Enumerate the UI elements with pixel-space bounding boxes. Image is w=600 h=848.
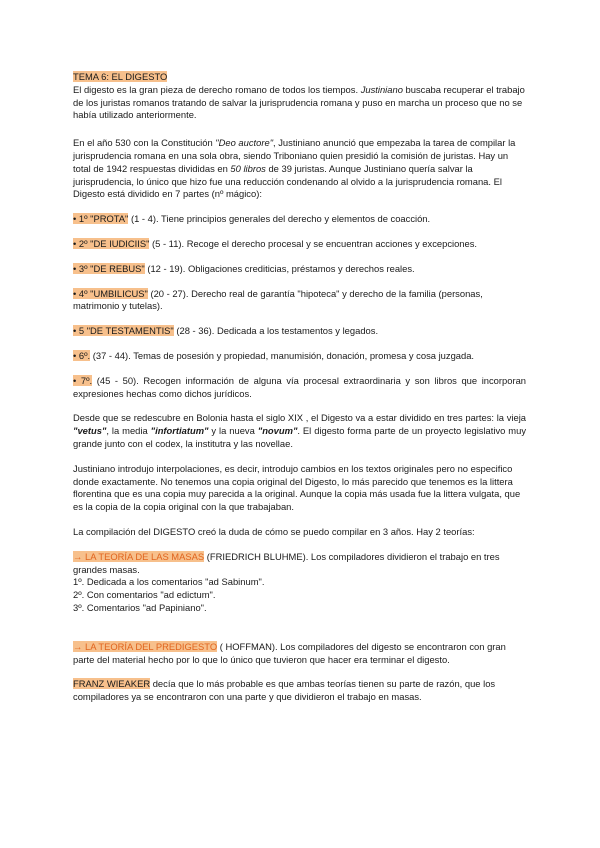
bolonia-text-d: . El digesto forma parte de un proyecto legislativo muy grande junto con el codex, la institutra y las novellae. [73,425,527,449]
p530-text-c: de 39 juristas. Aunque Justiniano quería salvar la jurisprudencia, lo único que hizo fue una reducción condenando al olvido a la jurisprudencia romana. El Digesto está dividido en 7 partes (nº mágico): [73,162,502,200]
bolonia-text-a: Desde que se redescubre en Bolonia hasta el siglo XIX , el Digesto va a estar dividido en tres partes: la vieja [73,412,526,424]
bolonia-vetus: "vetus" [73,425,107,437]
part-item [73,375,526,401]
bolonia-novum: "novum" [257,425,298,437]
part-text: (5 - 11). Recoge el derecho procesal y se encuentran acciones y excepciones. [149,237,478,249]
part-label: • 6º. [73,349,91,361]
paragraph-530 [73,137,526,201]
intro-justiniano: Justiniano [360,83,403,95]
masas-item: 1º. Dedicada a los comentarios "ad Sabinum". [73,576,265,588]
part-item [73,325,526,338]
bolonia-paragraph [73,412,526,450]
intro-text-a: El digesto es la gran pieza de derecho romano de todos los tiempos. [73,83,361,95]
teoria-masas [73,551,526,577]
masas-heading: → LA TEORÍA DE LAS MASAS [73,550,205,562]
part-item [73,350,526,363]
predigesto-text: ( HOFFMAN). Los compiladores del digesto se encontraron con gran parte del material hecho por lo que lo único que tuvieron que hacer era terminar el digesto. [73,640,506,665]
part-label: • 7º. [73,374,93,386]
part-item [73,238,526,251]
part-label: • 2º "DE IUDICIIS" [73,237,150,249]
intro-paragraph [73,84,526,122]
document-title [73,71,526,84]
part-item [73,263,526,276]
masas-item: 2º. Con comentarios "ad edictum". [73,589,216,601]
wieaker-text: decía que lo más probable es que ambas teorías tienen su parte de razón, que los compiladores ya se encontraron con una parte y que dividieron el trabajo en masas. [73,678,496,703]
intro-text-b: buscaba recuperar el trabajo de los juristas romanos tratando de salvar la jurisprudencia romana y puso en marcha un proceso que no se había utilizado anteriormente. [73,83,525,121]
title-highlight: TEMA 6: EL DIGESTO [73,71,168,82]
part-item [73,288,526,314]
masas-text: (FRIEDRICH BLUHME). Los compiladores dividieron el trabajo en tres grandes masas. [73,550,500,575]
wieaker-name: FRANZ WIEAKER [73,678,151,690]
part-label: • 5 "DE TESTAMENTIS" [73,325,174,337]
bolonia-infortiatum: "infortiatum" [150,425,209,437]
bolonia-text-b: , la media [106,425,151,437]
p530-libros: 50 libros [230,162,266,174]
part-text: (1 - 4). Tiene principios generales del derecho y elementos de coacción. [128,213,431,225]
p530-text-b: , Justiniano anunció que empezaba la tarea de compilar la jurisprudencia romana en una sola obra, siendo Triboniano quien presidió la comisión de juristas. Hay un total de 1942 respuestas divididas en [73,137,516,174]
part-label: • 4º "UMBILICUS" [73,287,148,299]
compilacion-paragraph: La compilación del DIGESTO creó la duda de cómo se puedo compilar en 3 años. Hay 2 teorías: [73,525,475,537]
teoria-predigesto [73,641,526,667]
part-text: (12 - 19). Obligaciones crediticias, préstamos y derechos reales. [144,262,415,274]
wieaker-paragraph [73,678,526,704]
p530-text-a: En el año 530 con la Constitución [73,137,216,149]
bolonia-text-c: y la nueva [208,425,258,437]
masas-item: 3º. Comentarios "ad Papiniano". [73,601,207,613]
part-label: • 3º "DE REBUS" [73,262,145,274]
document-body [73,71,526,704]
part-item [73,213,526,226]
part-label: • 1º "PROTA" [73,213,129,225]
part-text: (45 - 50). Recogen información de alguna vía procesal extraordinaria y son libros que incorporan expresiones hechas como dichos jurídicos. [73,374,526,399]
p530-deo-auctore: "Deo auctore" [215,137,274,149]
interpolaciones-paragraph: Justiniano introdujo interpolaciones, es decir, introdujo cambios en los textos originales pero no especifico donde exactamente. No tenemos una copia original del Digesto, lo más parecido que tenemos es la littera florentina que es una copia muy parecida a la original. Aunque la copia más usada fue la littera vulgata, que es la copia de la copia original con la que trabajaban. [73,462,521,513]
part-text: (28 - 36). Dedicada a los testamentos y legados. [173,325,379,337]
part-text: (20 - 27). Derecho real de garantía "hipoteca" y derecho de la familia (personas, matrimonio y tutelas). [73,287,483,312]
part-text: (37 - 44). Temas de posesión y propiedad, manumisión, donación, promesa y cosa juzgada. [90,349,475,361]
predigesto-heading: → LA TEORÍA DEL PREDIGESTO [73,640,218,652]
